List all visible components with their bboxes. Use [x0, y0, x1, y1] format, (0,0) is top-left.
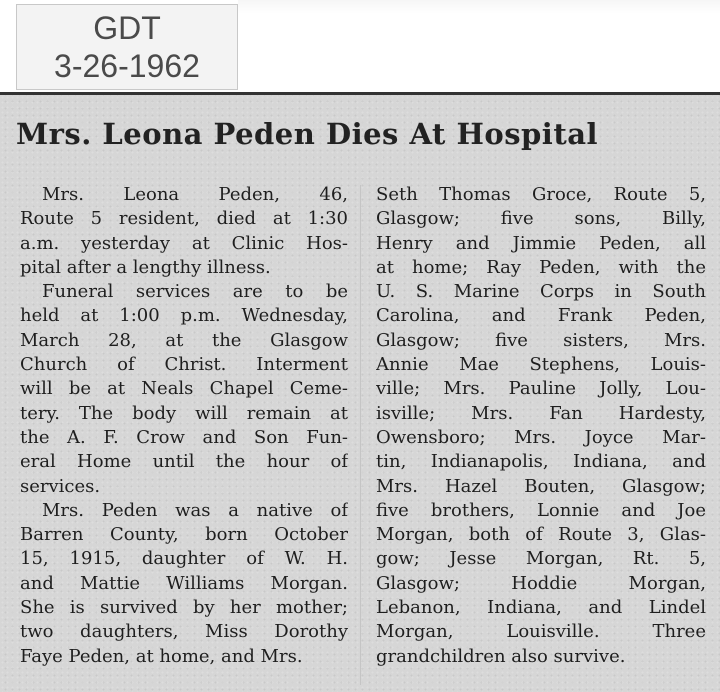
- label-source: GDT: [93, 10, 161, 46]
- article-line: Glasgow; Hoddie Morgan,: [376, 572, 706, 594]
- article-headline: Mrs. Leona Peden Dies At Hospital: [16, 117, 599, 151]
- article-line: and Mattie Williams Morgan.: [20, 572, 348, 594]
- article-line: at home; Ray Peden, with the: [376, 256, 706, 278]
- article-line: a.m. yesterday at Clinic Hos-: [20, 232, 348, 254]
- article-column-right: [376, 183, 706, 669]
- article-line: tin, Indianapolis, Indiana, and: [376, 451, 706, 473]
- article-column-left: [20, 183, 348, 669]
- article-line: eral Home until the hour of: [20, 451, 348, 473]
- article-line: isville; Mrs. Fan Hardesty,: [376, 402, 706, 424]
- article-line: tery. The body will remain at: [20, 402, 348, 424]
- newspaper-clipping: [0, 92, 720, 692]
- article-line: Glasgow; five sons, Billy,: [376, 208, 706, 230]
- article-line: gow; Jesse Morgan, Rt. 5,: [376, 548, 706, 570]
- date-label: [16, 4, 238, 90]
- article-line: services.: [20, 475, 101, 497]
- article-line: Funeral services are to be: [42, 281, 348, 303]
- article-line: Glasgow; five sisters, Mrs.: [376, 329, 706, 351]
- article-line: U. S. Marine Corps in South: [376, 281, 706, 303]
- clipping-top-edge: [238, 0, 720, 14]
- article-line: Lebanon, Indiana, and Lindel: [376, 597, 706, 619]
- article-line: Henry and Jimmie Peden, all: [376, 232, 706, 254]
- article-line: two daughters, Miss Dorothy: [20, 621, 348, 643]
- article-line: Carolina, and Frank Peden,: [376, 305, 706, 327]
- article-line: pital after a lengthy illness.: [20, 256, 271, 278]
- article-line: Mrs. Hazel Bouten, Glasgow;: [376, 475, 706, 497]
- article-line: Faye Peden, at home, and Mrs.: [20, 645, 303, 667]
- article-line: Mrs. Peden was a native of: [42, 499, 348, 521]
- article-line: Morgan, both of Route 3, Glas-: [376, 524, 706, 546]
- article-line: Seth Thomas Groce, Route 5,: [376, 184, 706, 205]
- article-line: grandchildren also survive.: [376, 645, 626, 667]
- article-line: the A. F. Crow and Son Fun-: [20, 426, 348, 448]
- article-line: Route 5 resident, died at 1:30: [20, 208, 348, 230]
- article-line: Owensboro; Mrs. Joyce Mar-: [376, 426, 706, 448]
- article-line: held at 1:00 p.m. Wednesday,: [20, 305, 348, 327]
- column-divider: [360, 185, 361, 685]
- article-line: 15, 1915, daughter of W. H.: [20, 548, 348, 570]
- article-line: will be at Neals Chapel Ceme-: [20, 378, 348, 400]
- article-line: Annie Mae Stephens, Louis-: [376, 354, 706, 376]
- article-line: She is survived by her mother;: [20, 597, 348, 619]
- article-line: ville; Mrs. Pauline Jolly, Lou-: [376, 378, 706, 400]
- label-date: 3-26-1962: [54, 48, 200, 84]
- article-line: Mrs. Leona Peden, 46,: [42, 184, 348, 205]
- article-line: March 28, at the Glasgow: [20, 329, 348, 351]
- article-line: Church of Christ. Interment: [20, 354, 348, 376]
- article-line: Barren County, born October: [20, 524, 348, 546]
- article-line: Morgan, Louisville. Three: [376, 621, 706, 643]
- article-line: five brothers, Lonnie and Joe: [376, 499, 706, 521]
